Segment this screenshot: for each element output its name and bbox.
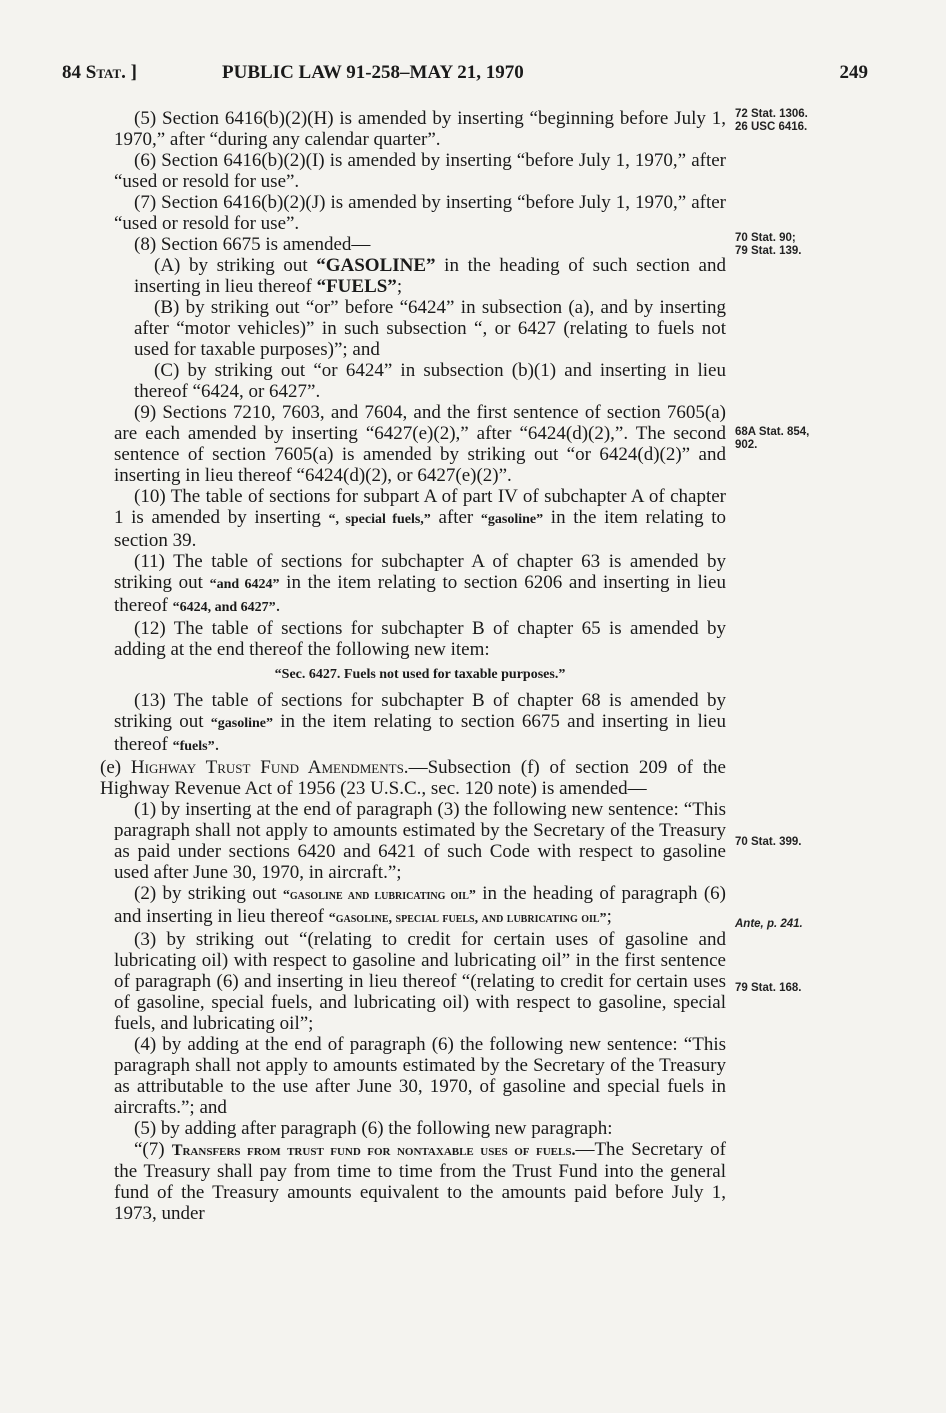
para-8: (8) Section 6675 is amended— [134,234,371,255]
para-e7: “(7) Transfers from trust fund for nontaxable uses of fuels.—The Secretary of the Treasury shall pay from time to time from the Trust Fund into the general fund of the Treasury amounts equivalent to the amounts paid before July 1, 1973, under [114,1139,726,1224]
margin-note-1: 72 Stat. 1306. 26 USC 6416. [735,108,808,133]
para-5: (5) Section 6416(b)(2)(H) is amended by inserting “beginning before July 1, 1970,” after “during any calendar quarter”. [114,108,726,150]
para-e3: (3) by striking out “(relating to credit for certain uses of gasoline and lubricating oil) with respect to gasoline and lubricating oil” in the first sentence of paragraph (6) and inserting in lieu thereof “(relating to credit for certain uses of gasoline, special fuels, and lubricating oil) with respect to gasoline, special fuels, and lubricating oil”; [114,929,726,1034]
para-e1: (1) by inserting at the end of paragraph (3) the following new sentence: “This paragraph shall not apply to amounts estimated by the Secretary of the Treasury as paid under sections 6420 and 6421 of such Code with respect to gasoline used after June 30, 1970, in aircraft.”; [114,799,726,883]
para-13: (13) The table of sections for subchapter B of chapter 68 is amended by striking out “gasoline” in the item relating to section 6675 and inserting in lieu thereof “fuels”. [114,690,726,755]
margin-note-6: 79 Stat. 168. [735,982,802,994]
para-8C: (C) by striking out “or 6424” in subsection (b)(1) and inserting in lieu thereof “6424, or 6427”. [134,360,726,402]
header-volume: 84 Stat. ] [62,62,137,83]
header-title: PUBLIC LAW 91-258–MAY 21, 1970 [222,62,524,83]
margin-note-4: 70 Stat. 399. [735,836,802,848]
para-11: (11) The table of sections for subchapter A of chapter 63 is amended by striking out “and 6424” in the item relating to section 6206 and inserting in lieu thereof “6424, and 6427”. [114,551,726,616]
para-7: (7) Section 6416(b)(2)(J) is amended by inserting “before July 1, 1970,” after “used or resold for use”. [114,192,726,234]
para-10: (10) The table of sections for subpart A of part IV of subchapter A of chapter 1 is amended by inserting “, special fuels,” after “gasoline” in the item relating to section 39. [114,486,727,551]
para-e5: (5) by adding after paragraph (6) the following new paragraph: [134,1118,613,1139]
para-e4: (4) by adding at the end of paragraph (6) the following new sentence: “This paragraph shall not apply to amounts estimated by the Secretary of the Treasury as attributable to the use after June 30, 1970, of gasoline and special fuels in aircrafts.”; and [114,1034,726,1118]
new-item: “Sec. 6427. Fuels not used for taxable purposes.” [274,667,566,682]
page-number: 249 [839,62,868,83]
margin-note-2: 70 Stat. 90; 79 Stat. 139. [735,232,802,257]
para-9: (9) Sections 7210, 7603, and 7604, and the first sentence of section 7605(a) are each amended by inserting “6427(e)(2),” after “6424(d)(2),”. The second sentence of section 7605(a) is amended by striking out “or 6424(d)(2)” and inserting in lieu thereof “6424(d)(2), or 6427(e)(2)”. [114,402,726,486]
margin-note-5: Ante, p. 241. [735,918,803,930]
para-e2: (2) by striking out “gasoline and lubricating oil” in the heading of paragraph (6) and inserting in lieu thereof “gasoline, special fuels, and lubricating oil”; [114,883,726,927]
para-e: (e) Highway Trust Fund Amendments.—Subsection (f) of section 209 of the Highway Revenue Act of 1956 (23 U.S.C., sec. 120 note) is amended— [100,757,726,799]
document-body [100,108,727,1224]
para-6: (6) Section 6416(b)(2)(I) is amended by inserting “before July 1, 1970,” after “used or resold for use”. [114,150,726,192]
para-8A: (A) by striking out “GASOLINE” in the heading of such section and inserting in lieu thereof “FUELS”; [134,255,726,297]
page-header [62,62,872,88]
para-12: (12) The table of sections for subchapter B of chapter 65 is amended by adding at the end thereof the following new item: [114,618,726,660]
para-8B: (B) by striking out “or” before “6424” in subsection (a), and by inserting after “motor vehicles)” in such subsection “, or 6427 (relating to fuels not used for taxable purposes)”; and [134,297,726,360]
margin-note-3: 68A Stat. 854, 902. [735,426,810,451]
